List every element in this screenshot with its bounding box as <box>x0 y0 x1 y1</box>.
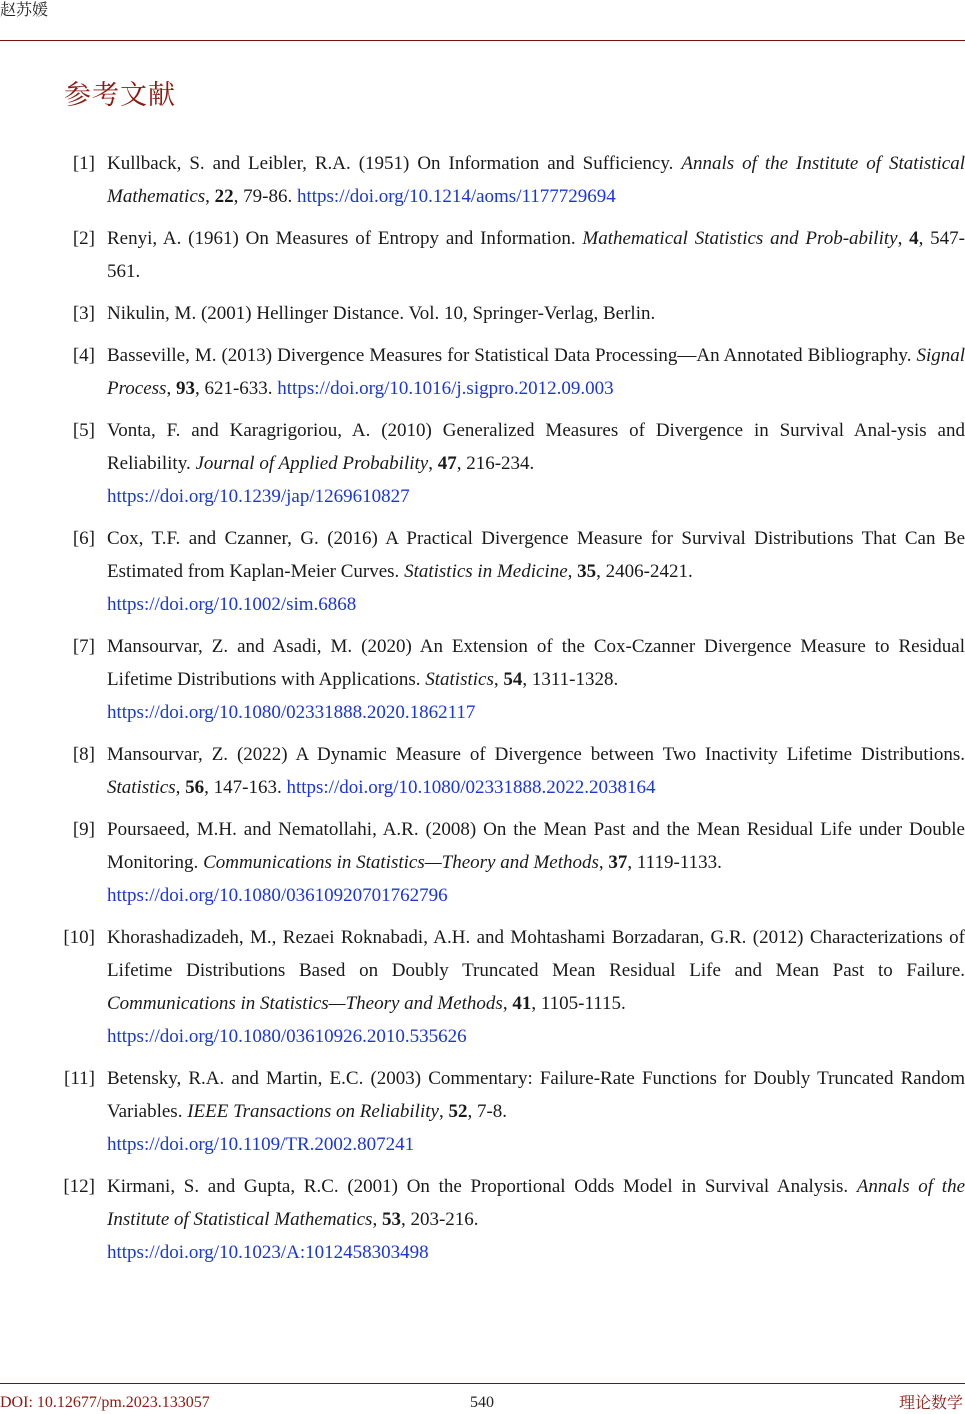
reference-number: [7] <box>72 636 95 657</box>
header-divider <box>0 40 965 41</box>
reference-doi-link[interactable]: https://doi.org/10.1080/03610920701762796 <box>107 885 448 906</box>
reference-doi-link[interactable]: https://doi.org/10.1002/sim.6868 <box>107 594 357 615</box>
reference-item: [12] Kirmani, S. and Gupta, R.C. (2001) On the Proportional Odds Model in Survival Analysis. Annals of the Institute of Statistical Mathematics, 53, 203-216. https://doi.org/10.1023/A:1012458303498 <box>0 1170 965 1269</box>
page-number: 540 <box>470 1394 494 1411</box>
reference-pages: , 547-561. <box>107 228 965 282</box>
reference-pages: , 7-8. <box>467 1101 508 1122</box>
reference-authors-title: Nikulin, M. (2001) Hellinger Distance. Vol. 10, Springer-Verlag, Berlin. <box>107 303 656 324</box>
reference-volume: 47 <box>437 453 457 474</box>
reference-authors-title: Khorashadizadeh, M., Rezaei Roknabadi, A.H. and Mohtashami Borzadaran, G.R. (2012) Characterizations of Lifetime Distributions Based on Doubly Truncated Mean Residual Life and Mean Past to Failure. <box>107 927 965 981</box>
reference-authors-title: Cox, T.F. and Czanner, G. (2016) A Practical Divergence Measure for Survival Distributions That Can Be Estimated from Kaplan-Meier Curves. <box>107 528 965 582</box>
reference-pages: , 1311-1328. <box>522 669 619 690</box>
reference-volume: 54 <box>503 669 523 690</box>
reference-authors-title: Poursaeed, M.H. and Nematollahi, A.R. (2008) On the Mean Past and the Mean Residual Life under Double Monitoring. <box>107 819 965 873</box>
reference-journal: Annals of the Institute of Statistical Mathematics <box>107 153 965 207</box>
reference-item: [4] Basseville, M. (2013) Divergence Measures for Statistical Data Processing—An Annotated Bibliography. Signal Process, 93, 621-633. https://doi.org/10.1016/j.sigpro.2012.09.003 <box>0 339 965 405</box>
reference-doi-link[interactable]: https://doi.org/10.1214/aoms/1177729694 <box>296 186 616 207</box>
reference-number: [5] <box>72 420 95 441</box>
reference-journal: Communications in Statistics—Theory and Methods <box>107 993 503 1014</box>
reference-journal: Journal of Applied Probability <box>195 453 429 474</box>
reference-number: [3] <box>72 303 95 324</box>
reference-number: [9] <box>72 819 95 840</box>
reference-number: [2] <box>72 228 95 249</box>
reference-item: [2] Renyi, A. (1961) On Measures of Entropy and Information. Mathematical Statistics and Prob-ability, 4, 547-561. <box>0 222 965 288</box>
reference-pages: , 621-633. <box>194 378 278 399</box>
reference-volume: 4 <box>909 228 919 249</box>
reference-list <box>0 147 965 1278</box>
reference-number: [12] <box>63 1176 95 1197</box>
reference-doi-link[interactable]: https://doi.org/10.1016/j.sigpro.2012.09.003 <box>277 378 614 399</box>
reference-doi-link[interactable]: https://doi.org/10.1080/03610926.2010.535626 <box>107 1026 467 1047</box>
reference-doi-link[interactable]: https://doi.org/10.1080/02331888.2022.2038164 <box>286 777 656 798</box>
reference-item: [5] Vonta, F. and Karagrigoriou, A. (2010) Generalized Measures of Divergence in Survival Anal-ysis and Reliability. Journal of Applied Probability, 47, 216-234. https://doi.org/10.1239/jap/1269610827 <box>0 414 965 513</box>
reference-authors-title: Vonta, F. and Karagrigoriou, A. (2010) Generalized Measures of Divergence in Survival Anal-ysis and Reliability. <box>107 420 965 474</box>
reference-pages: , 79-86. <box>233 186 297 207</box>
reference-pages: , 1119-1133. <box>627 852 722 873</box>
reference-pages: , 147-163. <box>204 777 287 798</box>
reference-item: [9] Poursaeed, M.H. and Nematollahi, A.R. (2008) On the Mean Past and the Mean Residual Life under Double Monitoring. Communications in Statistics—Theory and Methods, 37, 1119-1133. https://doi.org/10.1080/03610920701762796 <box>0 813 965 912</box>
reference-authors-title: Kirmani, S. and Gupta, R.C. (2001) On the Proportional Odds Model in Survival Analysis. <box>107 1176 857 1197</box>
reference-journal: Statistics <box>107 777 176 798</box>
footer-doi: DOI: 10.12677/pm.2023.133057 <box>0 1394 210 1411</box>
reference-journal: IEEE Transactions on Reliability <box>187 1101 439 1122</box>
running-header-author: 赵苏媛 <box>0 0 49 19</box>
reference-volume: 22 <box>214 186 234 207</box>
reference-volume: 53 <box>381 1209 401 1230</box>
reference-journal: Signal Process <box>107 345 965 399</box>
reference-item <box>0 297 965 330</box>
footer-divider <box>0 1383 965 1384</box>
reference-number: [10] <box>63 927 95 948</box>
reference-pages: , 203-216. <box>400 1209 479 1230</box>
reference-authors-title: Renyi, A. (1961) On Measures of Entropy and Information. <box>107 228 583 249</box>
reference-number: [11] <box>64 1068 95 1089</box>
reference-doi-link[interactable]: https://doi.org/10.1023/A:1012458303498 <box>107 1242 429 1263</box>
reference-authors-title: Betensky, R.A. and Martin, E.C. (2003) Commentary: Failure-Rate Functions for Doubly Truncated Random Variables. <box>107 1068 965 1122</box>
section-title: 参考文献 <box>64 80 176 111</box>
reference-pages: , 2406-2421. <box>596 561 693 582</box>
reference-authors-title: Basseville, M. (2013) Divergence Measures for Statistical Data Processing—An Annotated Bibliography. <box>107 345 917 366</box>
reference-journal: Statistics <box>425 669 494 690</box>
reference-journal: Mathematical Statistics and Prob-ability <box>582 228 898 249</box>
reference-item: [8] Mansourvar, Z. (2022) A Dynamic Measure of Divergence between Two Inactivity Lifetime Distributions. Statistics, 56, 147-163. https://doi.org/10.1080/02331888.2022.2038164 <box>0 738 965 804</box>
reference-item: [6] Cox, T.F. and Czanner, G. (2016) A Practical Divergence Measure for Survival Distributions That Can Be Estimated from Kaplan-Meier Curves. Statistics in Medicine, 35, 2406-2421. https://doi.org/10.1002/sim.6868 <box>0 522 965 621</box>
reference-journal: Annals of the Institute of Statistical Mathematics <box>107 1176 965 1230</box>
footer-journal-name: 理论数学 <box>898 1393 963 1412</box>
reference-volume: 52 <box>448 1101 468 1122</box>
reference-doi-link[interactable]: https://doi.org/10.1239/jap/1269610827 <box>107 486 410 507</box>
reference-authors-title: Kullback, S. and Leibler, R.A. (1951) On Information and Sufficiency. <box>107 153 682 174</box>
reference-volume: 41 <box>512 993 532 1014</box>
reference-authors-title: Mansourvar, Z. (2022) A Dynamic Measure of Divergence between Two Inactivity Lifetime Distributions. <box>107 744 965 765</box>
reference-authors-title: Mansourvar, Z. and Asadi, M. (2020) An Extension of the Cox-Czanner Divergence Measure to Residual Lifetime Distributions with Applications. <box>107 636 965 690</box>
reference-item: [11] Betensky, R.A. and Martin, E.C. (2003) Commentary: Failure-Rate Functions for Doubly Truncated Random Variables. IEEE Transactions on Reliability, 52, 7-8. https://doi.org/10.1109/TR.2002.807241 <box>0 1062 965 1161</box>
reference-journal: Statistics in Medicine <box>404 561 568 582</box>
reference-number: [8] <box>72 744 95 765</box>
reference-item: [1] Kullback, S. and Leibler, R.A. (1951) On Information and Sufficiency. Annals of the Institute of Statistical Mathematics, 22, 79-86. https://doi.org/10.1214/aoms/1177729694 <box>0 147 965 213</box>
reference-pages: , 1105-1115. <box>531 993 626 1014</box>
reference-pages: , 216-234. <box>456 453 535 474</box>
reference-volume: 37 <box>608 852 628 873</box>
reference-volume: 56 <box>185 777 205 798</box>
reference-item: [10] Khorashadizadeh, M., Rezaei Roknabadi, A.H. and Mohtashami Borzadaran, G.R. (2012) Characterizations of Lifetime Distributions Based on Doubly Truncated Mean Residual Life and Mean Past to Failure. Communications in Statistics—Theory and Methods, 41, 1105-1115. https://doi.org/10.1080/03610926.2010.535626 <box>0 921 965 1053</box>
reference-doi-link[interactable]: https://doi.org/10.1109/TR.2002.807241 <box>107 1134 415 1155</box>
reference-volume: 35 <box>577 561 597 582</box>
reference-journal: Communications in Statistics—Theory and Methods <box>203 852 599 873</box>
reference-doi-link[interactable]: https://doi.org/10.1080/02331888.2020.1862117 <box>107 702 476 723</box>
reference-number: [4] <box>72 345 95 366</box>
reference-volume: 93 <box>175 378 195 399</box>
reference-number: [6] <box>72 528 95 549</box>
reference-item: [7] Mansourvar, Z. and Asadi, M. (2020) An Extension of the Cox-Czanner Divergence Measure to Residual Lifetime Distributions with Applications. Statistics, 54, 1311-1328. https://doi.org/10.1080/02331888.2020.1862117 <box>0 630 965 729</box>
reference-number: [1] <box>72 153 95 174</box>
